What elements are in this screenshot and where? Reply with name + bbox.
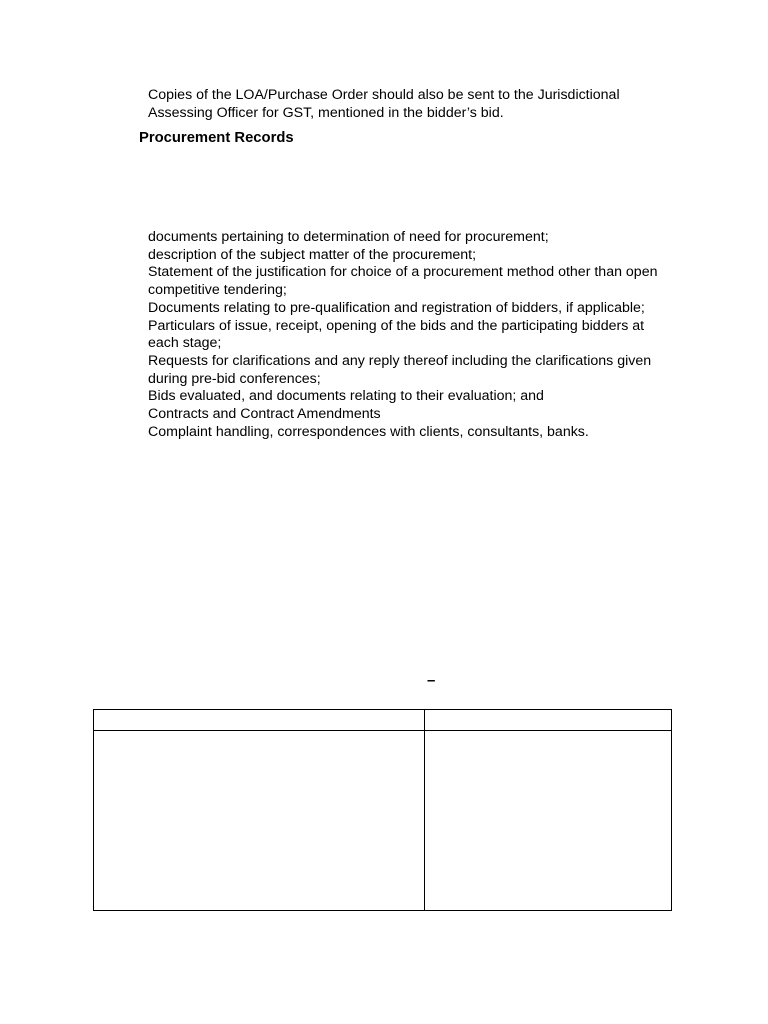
procurement-records-list [148, 229, 673, 441]
table-cell [94, 731, 425, 911]
empty-table [93, 709, 672, 911]
table-header-cell [425, 710, 672, 731]
list-item: Documents relating to pre-qualification and registration of bidders, if applicable; [148, 299, 645, 316]
list-item: Contracts and Contract Amendments [148, 406, 381, 423]
table-header-row [94, 710, 672, 731]
table-row [94, 731, 672, 911]
list-item: documents pertaining to determination of need for procurement; [148, 229, 549, 245]
intro-line-1: Copies of the LOA/Purchase Order should also be sent to the Jurisdictional [148, 87, 620, 103]
list-item: description of the subject matter of the procurement; [148, 246, 477, 263]
list-item: Particulars of issue, receipt, opening of the bids and the participating bidders at each stage; [148, 317, 645, 352]
section-heading: Procurement Records [139, 130, 294, 146]
list-item: Requests for clarifications and any reply thereof including the clarifications given during pre-bid conferences; [148, 352, 652, 387]
intro-line-2: Assessing Officer for GST, mentioned in the bidder’s bid. [148, 104, 504, 121]
dash-mark: – [427, 672, 436, 689]
list-item: Bids evaluated, and documents relating to their evaluation; and [148, 388, 544, 405]
intro-paragraph [148, 87, 678, 122]
list-item: Statement of the justification for choice of a procurement method other than open competitive tendering; [148, 264, 658, 299]
table-header-cell [94, 710, 425, 731]
table-cell [425, 731, 672, 911]
list-item: Complaint handling, correspondences with clients, consultants, banks. [148, 423, 589, 440]
